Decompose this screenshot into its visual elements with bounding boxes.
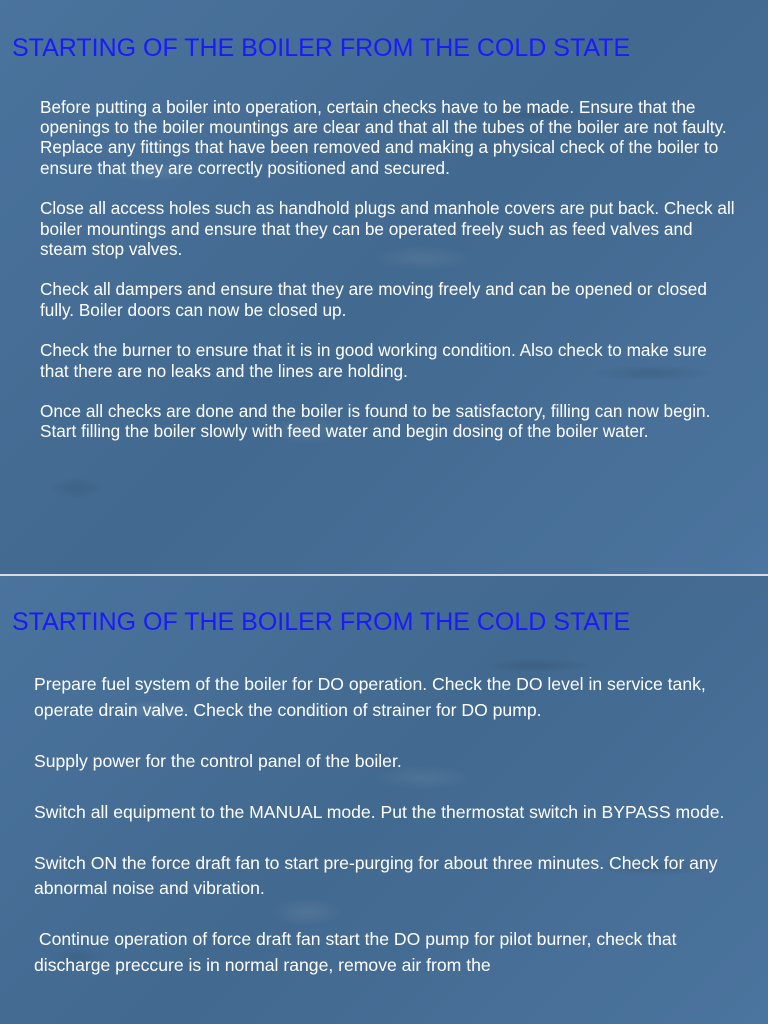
slide-2 — [0, 576, 768, 1024]
paragraph: Switch all equipment to the MANUAL mode. Put the thermostat switch in BYPASS mode. — [34, 801, 725, 822]
paragraph: Continue operation of force draft fan start the DO pump for pilot burner, check that discharge preccure is in normal range, remove air from the — [34, 929, 682, 975]
slide-body — [34, 672, 734, 1004]
paragraph: Check all dampers and ensure that they are moving freely and can be opened or closed fully. Boiler doors can now be closed up. — [40, 279, 707, 320]
paragraph: Before putting a boiler into operation, certain checks have to be made. Ensure that the openings to the boiler mountings are clear and that all the tubes of the boiler are not faulty. Replace any fittings that have been removed and making a physical check of the boiler to ensure that they are correctly positioned and secured. — [40, 97, 727, 178]
paragraph: Supply power for the control panel of the boiler. — [34, 750, 402, 771]
slide-body — [40, 97, 740, 462]
paragraph: Once all checks are done and the boiler is found to be satisfactory, filling can now begin. Start filling the boiler slowly with feed water and begin dosing of the boiler water. — [40, 401, 711, 442]
slide-title: STARTING OF THE BOILER FROM THE COLD STATE — [12, 34, 631, 62]
slide-title: STARTING OF THE BOILER FROM THE COLD STATE — [12, 608, 631, 636]
paragraph: Close all access holes such as handhold plugs and manhole covers are put back. Check all boiler mountings and ensure that they can be operated freely such as feed valves and steam stop valves. — [40, 198, 735, 259]
paragraph: Prepare fuel system of the boiler for DO operation. Check the DO level in service tank, operate drain valve. Check the condition of strainer for DO pump. — [34, 674, 706, 720]
paragraph: Check the burner to ensure that it is in good working condition. Also check to make sure that there are no leaks and the lines are holding. — [40, 340, 707, 381]
paragraph: Switch ON the force draft fan to start pre-purging for about three minutes. Check for any abnormal noise and vibration. — [34, 852, 718, 898]
